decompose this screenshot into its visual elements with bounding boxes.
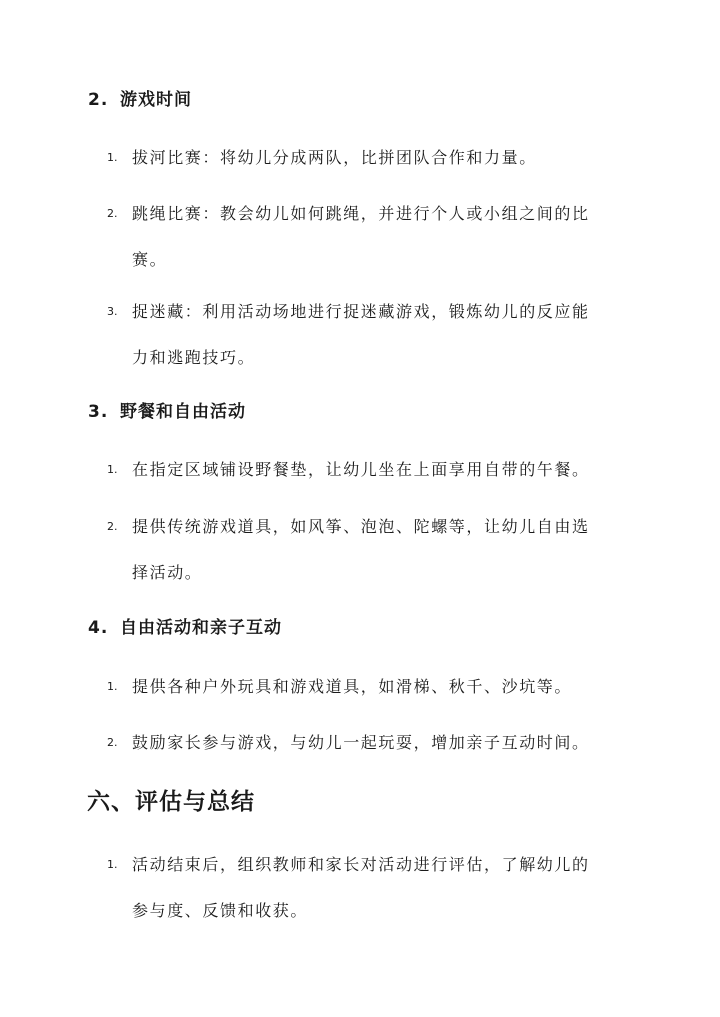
list-item <box>107 842 627 934</box>
list-item <box>107 135 627 181</box>
list-item-text: 鼓励家长参与游戏，与幼儿一起玩耍，增加亲子互动时间。 <box>132 733 590 752</box>
section-number: 4. <box>88 618 109 638</box>
chapter-title: 六、评估与总结 <box>87 789 255 815</box>
list-marker: 1. <box>107 858 118 871</box>
list-item <box>107 191 627 283</box>
list-item-text: 跳绳比赛：教会幼儿如何跳绳，并进行个人或小组之间的比 赛。 <box>132 204 590 269</box>
section-title: 自由活动和亲子互动 <box>120 618 282 638</box>
list-item <box>107 289 627 381</box>
section-number: 2. <box>88 90 109 110</box>
section-title: 游戏时间 <box>120 90 192 110</box>
section-number: 3. <box>88 402 109 422</box>
list-item-text: 在指定区域铺设野餐垫，让幼儿坐在上面享用自带的午餐。 <box>132 460 590 479</box>
list-item <box>107 664 627 710</box>
list-item-text: 捉迷藏：利用活动场地进行捉迷藏游戏，锻炼幼儿的反应能 力和逃跑技巧。 <box>132 302 590 367</box>
list-item-text: 提供传统游戏道具，如风筝、泡泡、陀螺等，让幼儿自由选 择活动。 <box>132 517 590 582</box>
section-heading-3 <box>88 400 246 424</box>
list-marker: 1. <box>107 463 118 476</box>
list-marker: 3. <box>107 305 118 318</box>
list-marker: 1. <box>107 151 118 164</box>
list-marker: 1. <box>107 680 118 693</box>
list-item-text: 拔河比赛：将幼儿分成两队，比拼团队合作和力量。 <box>132 148 537 167</box>
list-item-text: 活动结束后，组织教师和家长对活动进行评估，了解幼儿的 参与度、反馈和收获。 <box>132 855 590 920</box>
list-item <box>107 447 627 493</box>
list-marker: 2. <box>107 736 118 749</box>
list-item-text: 提供各种户外玩具和游戏道具，如滑梯、秋千、沙坑等。 <box>132 677 573 696</box>
section-title: 野餐和自由活动 <box>120 402 246 422</box>
section-heading-2 <box>88 88 192 112</box>
list-item <box>107 720 627 766</box>
section-heading-4 <box>88 616 282 640</box>
list-item <box>107 504 627 596</box>
list-marker: 2. <box>107 520 118 533</box>
list-marker: 2. <box>107 207 118 220</box>
